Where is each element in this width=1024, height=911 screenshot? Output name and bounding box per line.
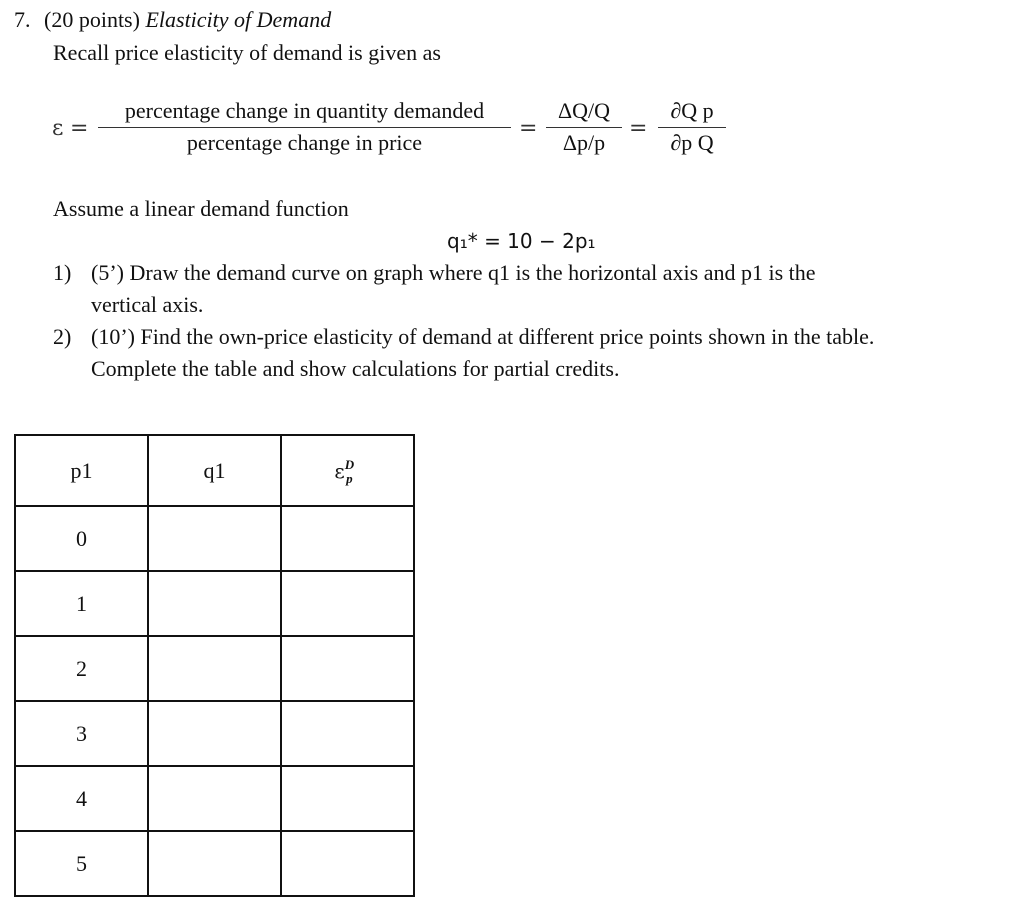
- epsilon-symbol: ε: [52, 116, 64, 141]
- question-2-line2: Complete the table and show calculations for partial credits.: [91, 356, 620, 381]
- cell-p1: 4: [15, 766, 148, 831]
- equals-sign-1: =: [70, 116, 89, 141]
- cell-elasticity[interactable]: [281, 571, 414, 636]
- cell-elasticity[interactable]: [281, 766, 414, 831]
- cell-q1[interactable]: [148, 766, 281, 831]
- table-header-row: [15, 435, 414, 506]
- table-row: [15, 701, 414, 766]
- problem-points: (20 points): [44, 7, 140, 32]
- answer-table: [14, 434, 415, 897]
- cell-q1[interactable]: [148, 571, 281, 636]
- fraction-denominator: Δp/p: [562, 130, 606, 155]
- fraction-numerator: ∂Q p: [670, 98, 714, 123]
- cell-elasticity[interactable]: [281, 831, 414, 896]
- cell-elasticity[interactable]: [281, 636, 414, 701]
- cell-q1[interactable]: [148, 636, 281, 701]
- cell-q1[interactable]: [148, 831, 281, 896]
- cell-p1: 2: [15, 636, 148, 701]
- fraction-numerator: percentage change in quantity demanded: [124, 98, 485, 123]
- question-2-line1: (10’) Find the own-price elasticity of demand at different price points shown in the table.: [91, 324, 875, 349]
- intro-text: Recall price elasticity of demand is given as: [53, 40, 441, 65]
- fraction-partial: [656, 98, 728, 156]
- fraction-delta: [546, 98, 622, 156]
- assume-text: Assume a linear demand function: [53, 196, 349, 221]
- question-2-number: 2): [53, 324, 72, 349]
- cell-q1[interactable]: [148, 701, 281, 766]
- header-p1: p1: [15, 435, 148, 506]
- demand-equation: q₁* = 10 − 2p₁: [447, 229, 596, 253]
- cell-elasticity[interactable]: [281, 506, 414, 571]
- header-q1: q1: [148, 435, 281, 506]
- equals-sign-3: =: [629, 116, 648, 141]
- problem-title: Elasticity of Demand: [145, 7, 332, 32]
- fraction-bar: [546, 127, 622, 128]
- elasticity-superscript: D: [344, 456, 355, 472]
- problem-number: 7.: [14, 7, 31, 32]
- fraction-percentage: [98, 98, 511, 156]
- fraction-bar: [98, 127, 511, 128]
- cell-p1: 0: [15, 506, 148, 571]
- equals-sign-2: =: [519, 116, 538, 141]
- header-elasticity: [281, 435, 414, 506]
- table-row: [15, 506, 414, 571]
- problem-header: [14, 7, 331, 33]
- fraction-bar: [658, 127, 726, 128]
- table-row: [15, 571, 414, 636]
- elasticity-subscript: p: [346, 470, 353, 486]
- table-row: [15, 766, 414, 831]
- epsilon-symbol: ε: [334, 458, 345, 483]
- cell-q1[interactable]: [148, 506, 281, 571]
- question-1-line2: vertical axis.: [91, 292, 204, 317]
- question-1-line1: (5’) Draw the demand curve on graph where q1 is the horizontal axis and p1 is the: [91, 260, 816, 285]
- cell-p1: 5: [15, 831, 148, 896]
- cell-p1: 3: [15, 701, 148, 766]
- question-1-number: 1): [53, 260, 72, 285]
- fraction-numerator: ΔQ/Q: [557, 98, 611, 123]
- table-row: [15, 831, 414, 896]
- fraction-denominator: percentage change in price: [186, 130, 423, 155]
- cell-elasticity[interactable]: [281, 701, 414, 766]
- cell-p1: 1: [15, 571, 148, 636]
- fraction-denominator: ∂p Q: [670, 130, 714, 155]
- table-row: [15, 636, 414, 701]
